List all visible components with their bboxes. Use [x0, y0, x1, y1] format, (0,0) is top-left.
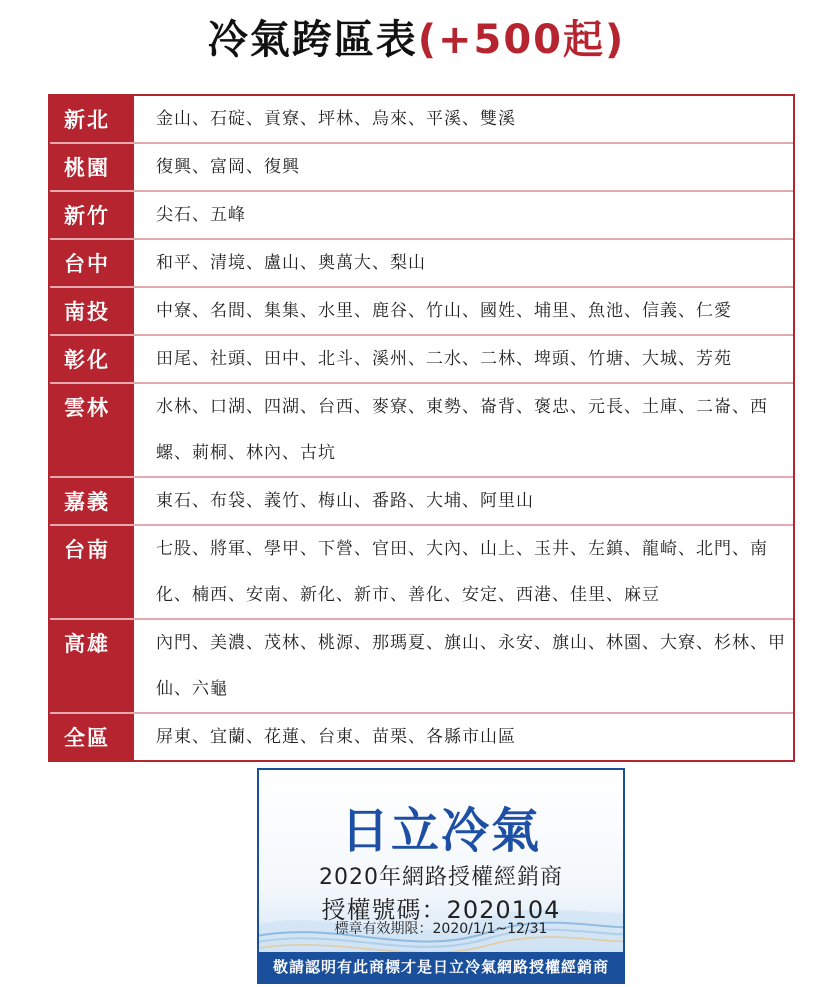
license-number: 授權號碼：2020104: [321, 896, 561, 924]
table-row: [50, 382, 793, 476]
town-list: 金山、石碇、貢寮、坪林、烏來、平溪、雙溪: [156, 109, 516, 129]
table-row: [50, 476, 793, 524]
town-list: 七股、將軍、學甲、下營、官田、大內、山上、玉井、左鎮、龍崎、北門、南化、楠西、安南、新化、新市、善化、安定、西港、佳里、麻豆: [156, 539, 768, 605]
cross-region-table: [48, 94, 795, 762]
region-label: 嘉義: [50, 478, 134, 524]
authorized-dealer-badge: [257, 768, 625, 984]
region-label: 桃園: [50, 144, 134, 190]
town-list: 屏東、宜蘭、花蓮、台東、苗栗、各縣市山區: [156, 727, 516, 747]
town-list: 中寮、名間、集集、水里、鹿谷、竹山、國姓、埔里、魚池、信義、仁愛: [156, 301, 732, 321]
region-label: 南投: [50, 288, 134, 334]
page-title-price-note: (+500起): [417, 17, 626, 63]
region-label: 全區: [50, 714, 134, 760]
table-row: [50, 238, 793, 286]
region-label: 彰化: [50, 336, 134, 382]
table-row: [50, 142, 793, 190]
region-label: 新竹: [50, 192, 134, 238]
region-label: 新北: [50, 96, 134, 142]
dealer-title: 2020年網路授權經銷商: [319, 865, 563, 890]
badge-footer-notice: 敬請認明有此商標才是日立冷氣網路授權經銷商: [259, 952, 623, 982]
town-list: 復興、富岡、復興: [156, 157, 300, 177]
table-row: [50, 190, 793, 238]
table-row: [50, 94, 793, 142]
validity-period: 標章有效期限：2020/1/1~12/31: [334, 921, 548, 937]
table-row: [50, 712, 793, 760]
region-label: 高雄: [50, 620, 134, 712]
town-list: 田尾、社頭、田中、北斗、溪州、二水、二林、埤頭、竹塘、大城、芳苑: [156, 349, 732, 369]
town-list: 尖石、五峰: [156, 205, 246, 225]
town-list: 東石、布袋、義竹、梅山、番路、大埔、阿里山: [156, 491, 534, 511]
town-list: 內門、美濃、茂林、桃源、那瑪夏、旗山、永安、旗山、林園、大寮、杉林、甲仙、六龜: [156, 633, 786, 699]
table-row: [50, 286, 793, 334]
page-title: [0, 8, 833, 65]
page-title-main: 冷氣跨區表: [207, 17, 418, 63]
brand-name: 日立冷氣: [340, 803, 541, 859]
region-label: 雲林: [50, 384, 134, 476]
region-label: 台南: [50, 526, 134, 618]
town-list: 水林、口湖、四湖、台西、麥寮、東勢、崙背、褒忠、元長、土庫、二崙、西螺、莿桐、林內、古坑: [156, 397, 768, 463]
town-list: 和平、清境、盧山、奧萬大、梨山: [156, 253, 426, 273]
table-row: [50, 334, 793, 382]
table-row: [50, 618, 793, 712]
table-row: [50, 524, 793, 618]
region-label: 台中: [50, 240, 134, 286]
